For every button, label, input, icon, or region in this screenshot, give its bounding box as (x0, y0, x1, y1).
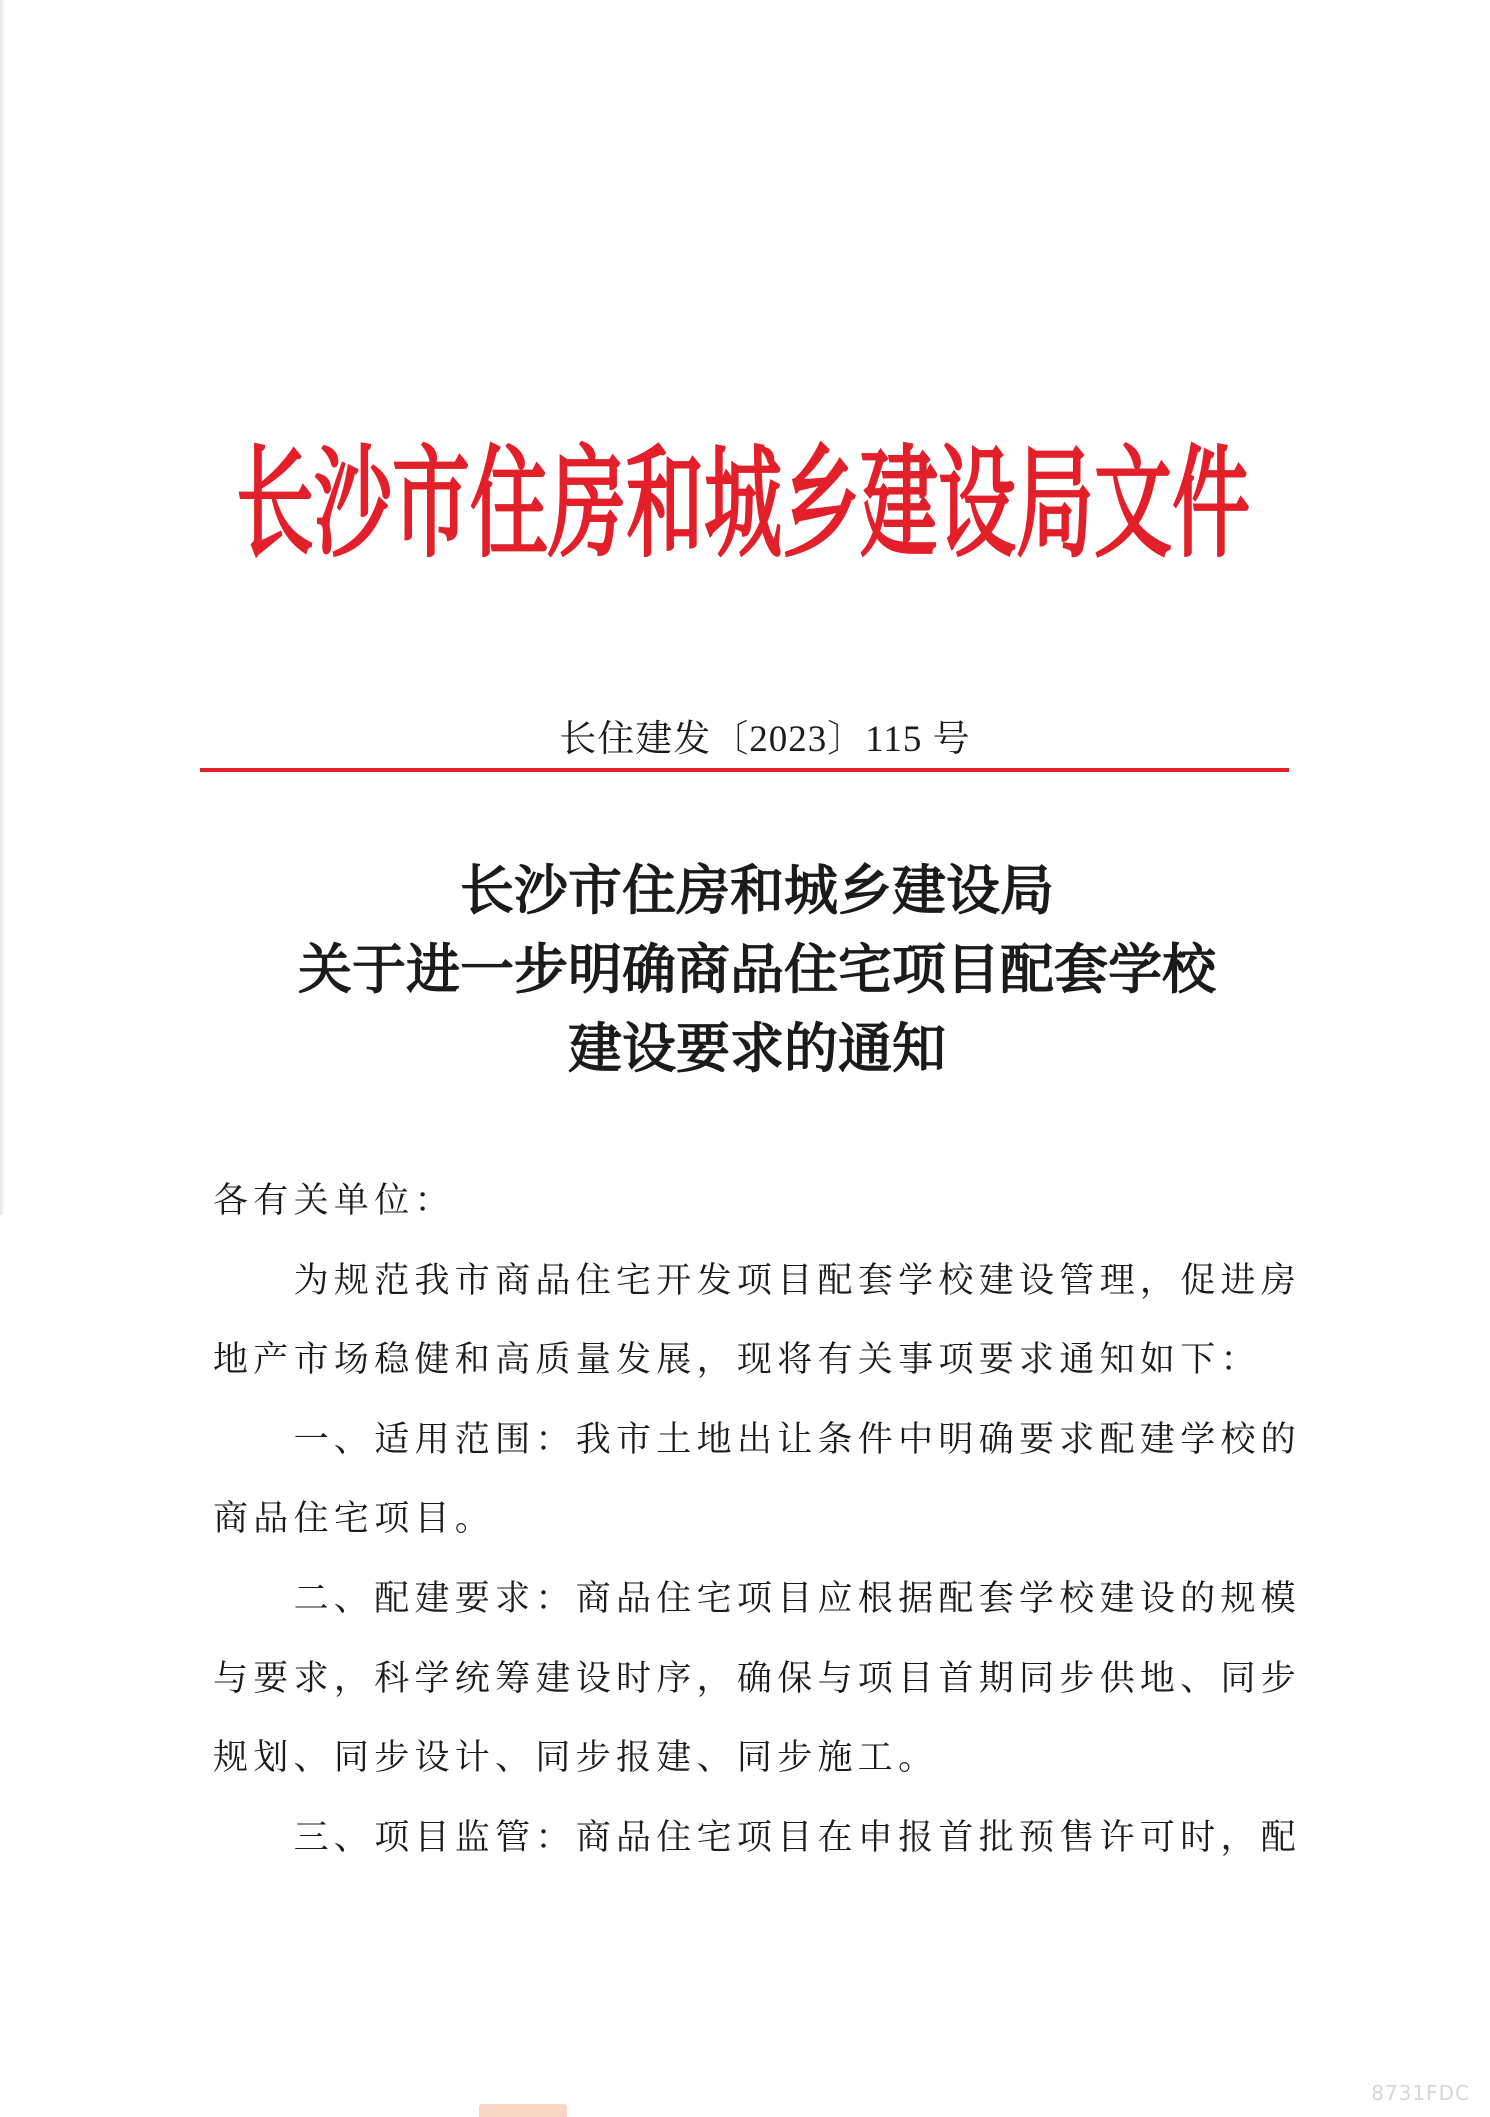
paragraph (213, 1799, 1313, 1879)
heading-line: 关于进一步明确商品住宅项目配套学校 (298, 940, 1216, 1000)
paragraph-line: 为规范我市商品住宅开发项目配套学校建设管理，促进房 (293, 1260, 1302, 1301)
document-heading (200, 852, 1314, 1089)
paragraph (213, 1242, 1313, 1401)
paragraph-line: 一、适用范围：我市土地出让条件中明确要求配建学校的 (293, 1419, 1302, 1460)
paragraph-line: 地产市场稳健和高质量发展，现将有关事项要求通知如下： (213, 1340, 1261, 1381)
paragraph (213, 1560, 1313, 1799)
watermark: 8731FDC (1371, 2081, 1470, 2105)
salutation: 各有关单位： (213, 1181, 455, 1221)
scan-edge-shadow (0, 0, 5, 1215)
paragraph-line: 二、配建要求：商品住宅项目应根据配套学校建设的规模 (293, 1578, 1302, 1619)
paragraph-line: 商品住宅项目。 (213, 1499, 496, 1540)
seal-edge-mark (479, 2104, 567, 2117)
paragraph-line: 与要求，科学统筹建设时序，确保与项目首期同步供地、同步 (213, 1658, 1302, 1699)
red-divider-line (200, 768, 1289, 772)
heading-line: 长沙市住房和城乡建设局 (460, 861, 1054, 921)
document-body (213, 1162, 1313, 1878)
heading-line: 建设要求的通知 (568, 1019, 946, 1079)
issuer-title: 长沙市住房和城乡建设局文件 (236, 436, 1251, 572)
document-number: 长住建发〔2023〕115 号 (559, 719, 971, 760)
paragraph-line: 规划、同步设计、同步报建、同步施工。 (213, 1738, 939, 1779)
paragraph-line: 三、项目监管：商品住宅项目在申报首批预售许可时，配 (293, 1817, 1302, 1858)
paragraph (213, 1401, 1313, 1560)
